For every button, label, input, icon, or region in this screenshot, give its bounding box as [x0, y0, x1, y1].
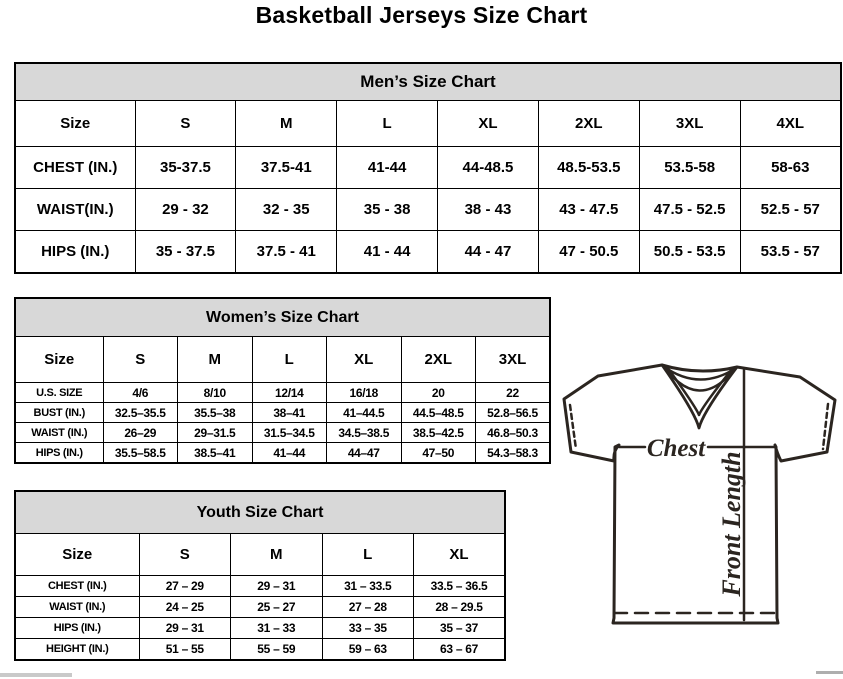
column-header: L	[322, 534, 414, 576]
size-value: 46.8–50.3	[476, 423, 551, 443]
column-header: Size	[15, 101, 135, 147]
size-value: 31 – 33.5	[322, 576, 414, 597]
size-value: 33.5 – 36.5	[414, 576, 506, 597]
row-label: HEIGHT (IN.)	[15, 639, 139, 661]
size-value: 35 - 38	[337, 189, 438, 231]
column-header: 2XL	[401, 337, 476, 383]
row-label: WAIST (IN.)	[15, 597, 139, 618]
size-value: 22	[476, 383, 551, 403]
row-label: HIPS (IN.)	[15, 618, 139, 639]
row-label: CHEST (IN.)	[15, 576, 139, 597]
size-value: 44–47	[327, 443, 402, 464]
size-value: 43 - 47.5	[538, 189, 639, 231]
size-value: 51 – 55	[139, 639, 231, 661]
size-value: 29 – 31	[231, 576, 323, 597]
size-value: 32.5–35.5	[103, 403, 178, 423]
size-value: 33 – 35	[322, 618, 414, 639]
size-value: 52.5 - 57	[740, 189, 841, 231]
size-value: 29 - 32	[135, 189, 236, 231]
size-value: 41–44	[252, 443, 327, 464]
size-value: 16/18	[327, 383, 402, 403]
size-value: 27 – 29	[139, 576, 231, 597]
size-value: 35.5–58.5	[103, 443, 178, 464]
column-header: L	[252, 337, 327, 383]
size-value: 47.5 - 52.5	[639, 189, 740, 231]
table-title: Men’s Size Chart	[15, 63, 841, 101]
size-value: 38.5–41	[178, 443, 253, 464]
column-header: Size	[15, 337, 103, 383]
womens-size-table	[14, 297, 551, 464]
size-value: 4/6	[103, 383, 178, 403]
size-value: 44.5–48.5	[401, 403, 476, 423]
column-header: S	[135, 101, 236, 147]
row-label: WAIST (IN.)	[15, 423, 103, 443]
size-value: 38–41	[252, 403, 327, 423]
size-value: 54.3–58.3	[476, 443, 551, 464]
size-value: 31.5–34.5	[252, 423, 327, 443]
chest-label: Chest	[646, 435, 706, 462]
size-value: 8/10	[178, 383, 253, 403]
horizontal-scrollbar-track-fragment[interactable]	[816, 671, 843, 674]
column-header: M	[236, 101, 337, 147]
size-value: 38 - 43	[438, 189, 539, 231]
row-label: HIPS (IN.)	[15, 231, 135, 274]
column-header: 4XL	[740, 101, 841, 147]
size-value: 12/14	[252, 383, 327, 403]
column-header: S	[139, 534, 231, 576]
row-label: BUST (IN.)	[15, 403, 103, 423]
size-value: 41 - 44	[337, 231, 438, 274]
size-value: 48.5-53.5	[538, 147, 639, 189]
size-value: 29 – 31	[139, 618, 231, 639]
column-header: Size	[15, 534, 139, 576]
table-title: Women’s Size Chart	[15, 298, 550, 337]
size-value: 27 – 28	[322, 597, 414, 618]
youth-size-table	[14, 490, 506, 661]
column-header: 3XL	[639, 101, 740, 147]
size-value: 59 – 63	[322, 639, 414, 661]
table-title: Youth Size Chart	[15, 491, 505, 534]
size-value: 53.5-58	[639, 147, 740, 189]
size-value: 58-63	[740, 147, 841, 189]
size-value: 47 - 50.5	[538, 231, 639, 274]
size-value: 35 – 37	[414, 618, 506, 639]
page-title: Basketball Jerseys Size Chart	[255, 2, 588, 28]
size-value: 41-44	[337, 147, 438, 189]
size-value: 25 – 27	[231, 597, 323, 618]
size-value: 34.5–38.5	[327, 423, 402, 443]
size-value: 29–31.5	[178, 423, 253, 443]
front-length-label: Front Length	[717, 451, 746, 597]
jersey-outline-icon	[564, 365, 835, 623]
size-value: 32 - 35	[236, 189, 337, 231]
horizontal-scrollbar-thumb[interactable]	[0, 673, 72, 677]
column-header: XL	[327, 337, 402, 383]
size-value: 47–50	[401, 443, 476, 464]
size-value: 24 – 25	[139, 597, 231, 618]
size-value: 63 – 67	[414, 639, 506, 661]
size-value: 55 – 59	[231, 639, 323, 661]
size-value: 52.8–56.5	[476, 403, 551, 423]
column-header: 2XL	[538, 101, 639, 147]
column-header: 3XL	[476, 337, 551, 383]
size-value: 20	[401, 383, 476, 403]
mens-size-table	[14, 62, 842, 274]
size-value: 38.5–42.5	[401, 423, 476, 443]
size-value: 26–29	[103, 423, 178, 443]
size-value: 44-48.5	[438, 147, 539, 189]
size-value: 37.5-41	[236, 147, 337, 189]
size-value: 44 - 47	[438, 231, 539, 274]
row-label: CHEST (IN.)	[15, 147, 135, 189]
row-label: U.S. SIZE	[15, 383, 103, 403]
jersey-measurement-diagram	[556, 352, 843, 644]
size-value: 53.5 - 57	[740, 231, 841, 274]
size-value: 37.5 - 41	[236, 231, 337, 274]
size-value: 35 - 37.5	[135, 231, 236, 274]
column-header: S	[103, 337, 178, 383]
column-header: M	[178, 337, 253, 383]
column-header: XL	[438, 101, 539, 147]
size-value: 41–44.5	[327, 403, 402, 423]
size-value: 35-37.5	[135, 147, 236, 189]
column-header: M	[231, 534, 323, 576]
row-label: WAIST(IN.)	[15, 189, 135, 231]
column-header: L	[337, 101, 438, 147]
column-header: XL	[414, 534, 506, 576]
size-value: 28 – 29.5	[414, 597, 506, 618]
row-label: HIPS (IN.)	[15, 443, 103, 464]
size-value: 50.5 - 53.5	[639, 231, 740, 274]
size-value: 35.5–38	[178, 403, 253, 423]
size-value: 31 – 33	[231, 618, 323, 639]
